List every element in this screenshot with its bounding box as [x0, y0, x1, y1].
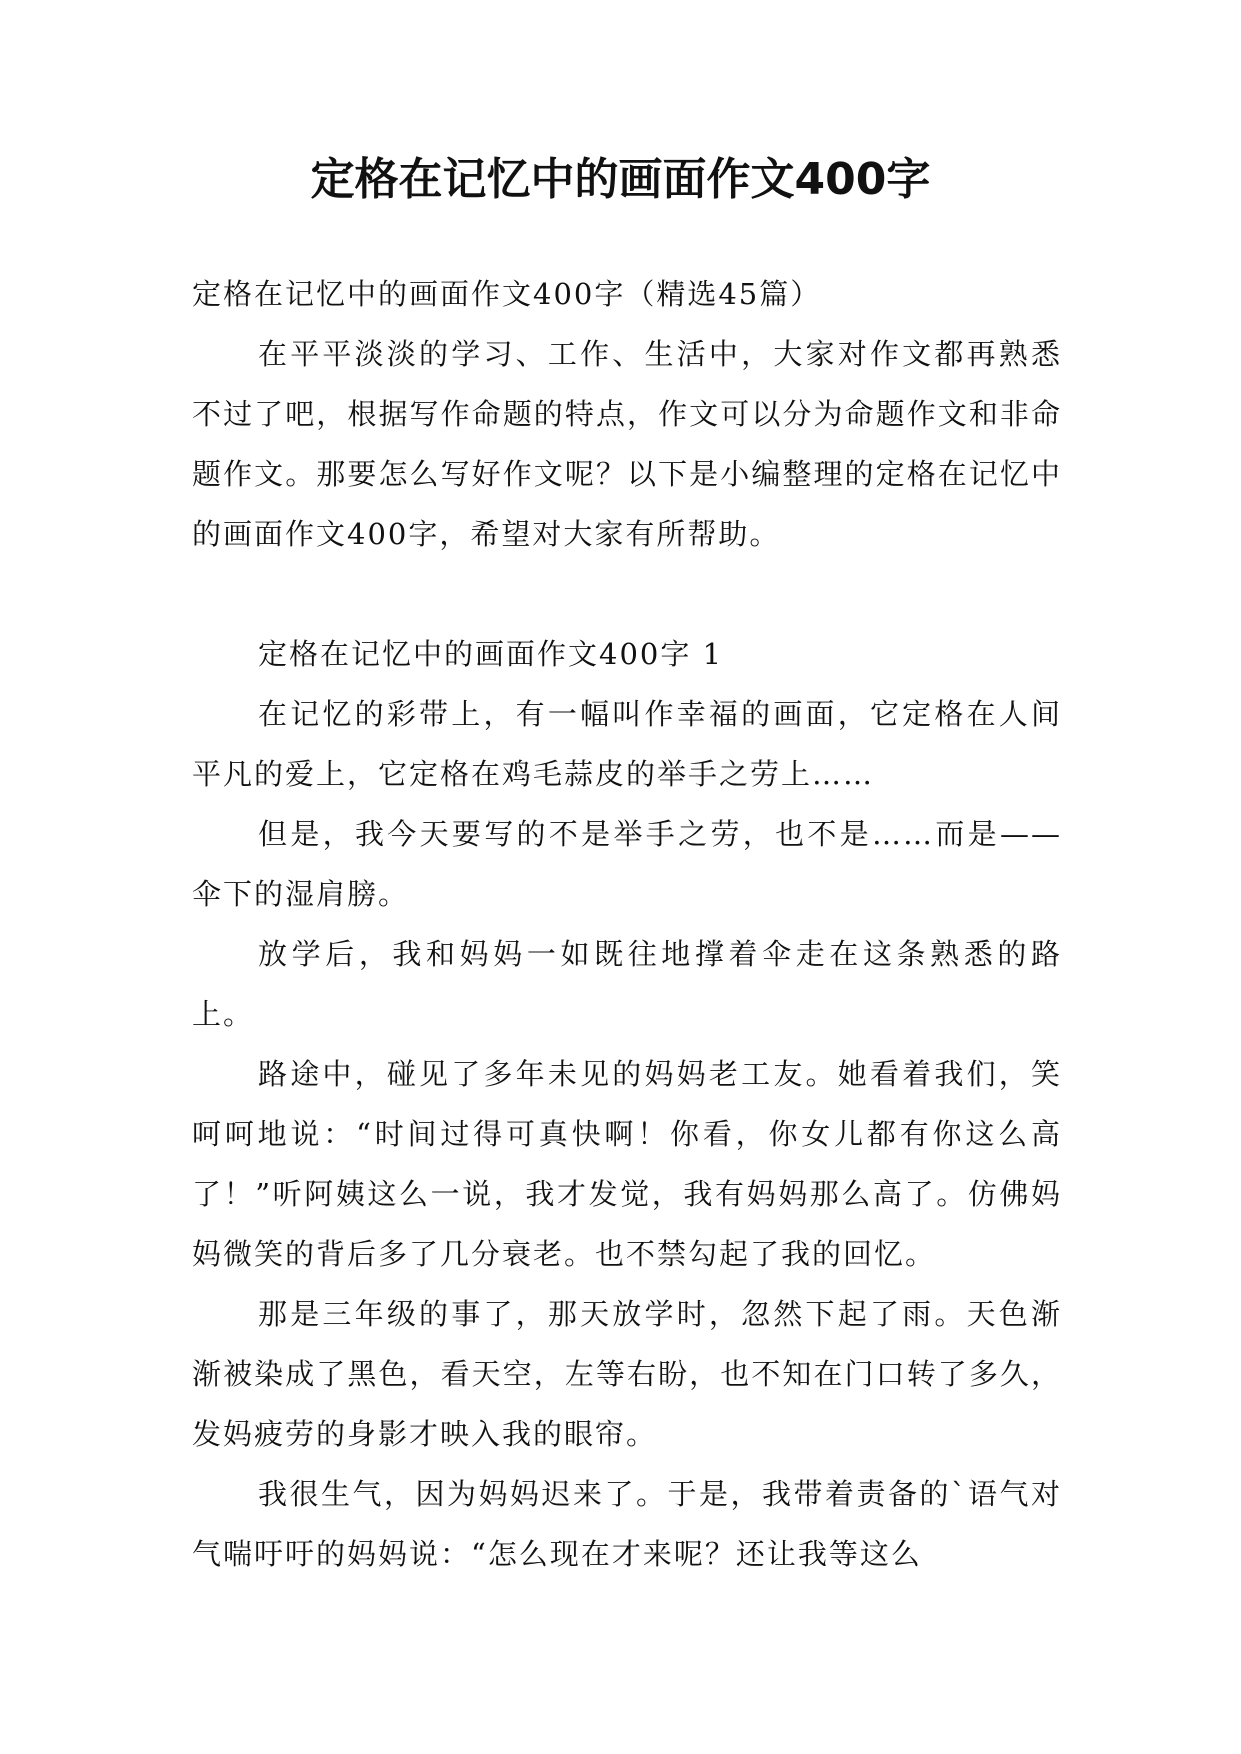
essay-paragraph: 但是，我今天要写的不是举手之劳，也不是……而是——伞下的湿肩膀。 — [192, 817, 1062, 911]
essay-paragraph: 我很生气，因为妈妈迟来了。于是，我带着责备的`语气对气喘吁吁的妈妈说：“怎么现在才来呢？还让我等这么 — [192, 1477, 1062, 1571]
intro-paragraph: 在平平淡淡的学习、工作、生活中，大家对作文都再熟悉不过了吧，根据写作命题的特点，作文可以分为命题作文和非命题作文。那要怎么写好作文呢？以下是小编整理的定格在记忆中的画面作文400字，希望对大家有所帮助。 — [192, 337, 1062, 551]
essay-paragraph: 在记忆的彩带上，有一幅叫作幸福的画面，它定格在人间平凡的爱上，它定格在鸡毛蒜皮的举手之劳上…… — [192, 697, 1062, 791]
essay-paragraph: 路途中，碰见了多年未见的妈妈老工友。她看着我们，笑呵呵地说：“时间过得可真快啊！你看，你女儿都有你这么高了！”听阿姨这么一说，我才发觉，我有妈妈那么高了。仿佛妈妈微笑的背后多了几分衰老。也不禁勾起了我的回忆。 — [192, 1057, 1062, 1271]
essay-paragraph: 那是三年级的事了，那天放学时，忽然下起了雨。天色渐渐被染成了黑色，看天空，左等右盼，也不知在门口转了多久，发妈疲劳的身影才映入我的眼帘。 — [192, 1297, 1062, 1451]
document-title: 定格在记忆中的画面作文400字 — [310, 154, 931, 205]
section-heading: 定格在记忆中的画面作文400字 1 — [258, 637, 724, 671]
essay-paragraph: 放学后，我和妈妈一如既往地撑着伞走在这条熟悉的路上。 — [192, 937, 1062, 1031]
document-subtitle: 定格在记忆中的画面作文400字（精选45篇） — [192, 277, 822, 311]
document-body — [192, 264, 1062, 1584]
